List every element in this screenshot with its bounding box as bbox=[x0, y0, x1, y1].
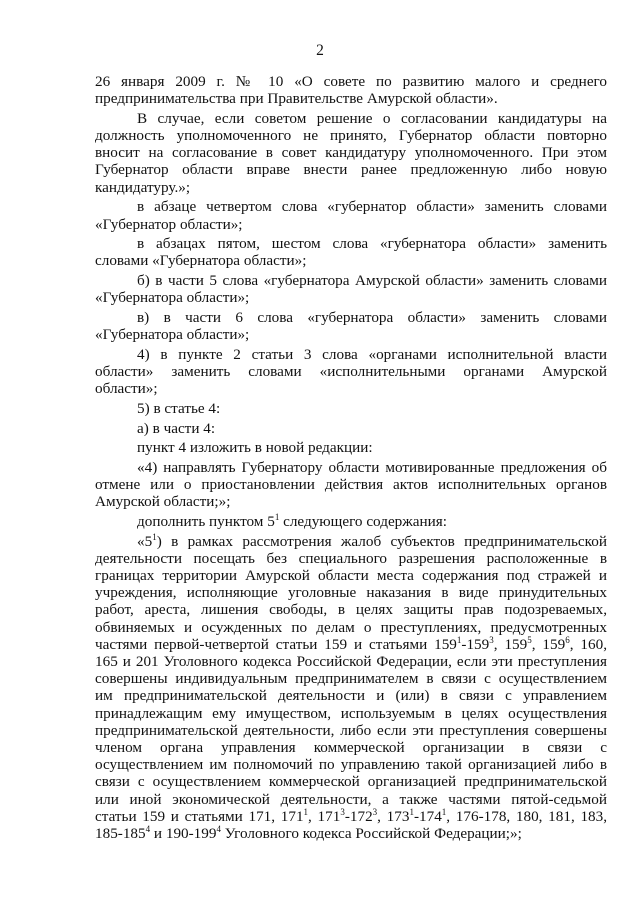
paragraph-p9 bbox=[95, 420, 607, 437]
text-segment: 185-185 bbox=[95, 824, 146, 842]
superscript: 1 bbox=[303, 807, 309, 817]
text-line: «Губернатора области»; bbox=[95, 289, 250, 307]
superscript: 1 bbox=[274, 512, 280, 522]
text-line: 165 и 201 Уголовного кодекса Российской Федерации, если эти преступления bbox=[95, 653, 607, 670]
superscript: 3 bbox=[489, 635, 494, 645]
text-segment: частями первой-четвертой статьи 159 и статьями 159 bbox=[95, 635, 457, 653]
text-line: Губернатор области вправе внести ранее предложенную либо новую bbox=[95, 161, 607, 179]
text-line: 26 января 2009 г. № 10 «О совете по развитию малого и среднего bbox=[95, 73, 607, 90]
text-segment: -174 bbox=[413, 807, 442, 825]
text-line: «4) направлять Губернатору области мотивированные предложения об bbox=[137, 458, 607, 476]
text-line bbox=[95, 513, 607, 530]
text-line: деятельности посещать без специального разрешения расположенные в bbox=[95, 549, 607, 567]
text-line: пункт 4 изложить в новой редакции: bbox=[137, 439, 373, 457]
text-line: связи с осуществлением коммерческой организацией предпринимательской bbox=[95, 773, 607, 791]
text-line: в абзаце четвертом слова «губернатор области» заменить словами bbox=[137, 198, 607, 216]
text-line bbox=[95, 825, 607, 842]
text-line bbox=[95, 808, 607, 825]
paragraph-p2 bbox=[95, 110, 607, 196]
text-line: области»; bbox=[95, 380, 158, 398]
page-number: 2 bbox=[316, 42, 324, 59]
paragraph-p13 bbox=[95, 533, 607, 842]
superscript: 5 bbox=[527, 635, 532, 645]
superscript: 1 bbox=[441, 807, 447, 817]
text-line: предпринимательской деятельности, либо если эти преступления совершены bbox=[95, 721, 607, 739]
text-line: кандидатуру.»; bbox=[95, 178, 191, 196]
superscript: 1 bbox=[456, 635, 462, 645]
document-body bbox=[95, 73, 607, 842]
text-segment: дополнить пунктом 5 bbox=[137, 513, 275, 530]
text-line: должность уполномоченного не принято, Губернатор области повторно bbox=[95, 127, 607, 145]
text-line: 5) в статье 4: bbox=[137, 399, 221, 417]
text-line: принадлежащим ему имуществом, используемым в целях осуществления bbox=[95, 704, 607, 722]
text-line: б) в части 5 слова «губернатора Амурской области» заменить словами bbox=[137, 272, 607, 290]
text-segment: , 160, bbox=[569, 635, 607, 653]
text-segment: , 173 bbox=[377, 807, 410, 825]
text-line: предпринимательства при Правительстве Амурской области». bbox=[95, 90, 498, 108]
paragraph-p10 bbox=[95, 439, 607, 456]
text-line: Амурской области;»; bbox=[95, 493, 231, 511]
text-segment: , 176-178, 180, 181, 183, bbox=[446, 807, 607, 825]
superscript: 4 bbox=[145, 823, 151, 834]
text-segment: «5 bbox=[137, 532, 153, 550]
text-segment: -159 bbox=[461, 635, 490, 653]
text-line bbox=[95, 636, 607, 653]
paragraph-p1 bbox=[95, 73, 607, 107]
text-segment: , 159 bbox=[531, 635, 566, 653]
text-line: отмене или о приостановлении действия актов исполнительных органов bbox=[95, 476, 607, 494]
text-line: учреждения, исполняющие уголовные наказания в виде принудительных bbox=[95, 584, 607, 602]
superscript: 3 bbox=[372, 807, 378, 817]
paragraph-p5 bbox=[95, 272, 607, 306]
paragraph-p4 bbox=[95, 235, 607, 269]
text-line: «Губернатора области»; bbox=[95, 326, 250, 344]
text-line: в абзацах пятом, шестом слова «губернатора области» заменить bbox=[137, 235, 607, 253]
text-line: вносит на согласование в совет кандидатуру уполномоченного. При этом bbox=[95, 144, 607, 162]
text-line: словами «Губернатора области»; bbox=[95, 252, 307, 270]
text-segment: -172 bbox=[344, 807, 373, 825]
text-line: «Губернатор области»; bbox=[95, 215, 243, 233]
text-segment: Уголовного кодекса Российской Федерации;»; bbox=[220, 824, 522, 842]
superscript: 1 bbox=[152, 532, 157, 542]
superscript: 4 bbox=[216, 823, 221, 834]
paragraph-p3 bbox=[95, 198, 607, 232]
text-segment: ) в рамках рассмотрения жалоб субъектов предпринимательской bbox=[156, 532, 607, 550]
text-line: обвиняемых и осужденных по делам о преступлениях, предусмотренных bbox=[95, 618, 607, 636]
text-segment: , 171 bbox=[308, 807, 341, 825]
paragraph-p12 bbox=[95, 513, 607, 530]
superscript: 6 bbox=[565, 635, 570, 645]
paragraph-p11 bbox=[95, 459, 607, 511]
text-segment: следующего содержания: bbox=[279, 513, 447, 530]
text-line: осуществлением им полномочий по управлению такой организацией либо в bbox=[95, 756, 607, 774]
text-segment: , 159 bbox=[493, 635, 528, 653]
text-line: области» заменить словами «исполнительными органами Амурской bbox=[95, 363, 607, 380]
paragraph-p7 bbox=[95, 346, 607, 398]
text-line: границах территории Амурской области места содержания под стражей и bbox=[95, 567, 607, 585]
text-line: в) в части 6 слова «губернатора области» заменить словами bbox=[137, 308, 607, 326]
text-line bbox=[95, 533, 607, 550]
text-line: членом органа управления коммерческой организации в связи с bbox=[95, 738, 607, 756]
superscript: 1 bbox=[409, 807, 414, 817]
text-line: им предпринимательской деятельности и (или) в связи с управлением bbox=[95, 687, 607, 705]
superscript: 3 bbox=[340, 807, 345, 817]
paragraph-p6 bbox=[95, 309, 607, 343]
paragraph-p8 bbox=[95, 400, 607, 417]
text-line: совершены индивидуальным предпринимателем в связи с осуществлением bbox=[95, 670, 607, 688]
text-line: В случае, если советом решение о согласовании кандидатуры на bbox=[137, 109, 607, 127]
text-segment: и 190-199 bbox=[150, 824, 217, 842]
text-line: или иной экономической деятельности, а также частями пятой-седьмой bbox=[95, 790, 607, 808]
text-line: работ, ареста, лишения свободы, в целях защиты прав подозреваемых, bbox=[95, 601, 607, 619]
text-line: 4) в пункте 2 статьи 3 слова «органами исполнительной власти bbox=[137, 345, 607, 363]
text-segment: статьи 159 и статьями 171, 171 bbox=[95, 807, 304, 825]
text-line: а) в части 4: bbox=[137, 419, 216, 437]
